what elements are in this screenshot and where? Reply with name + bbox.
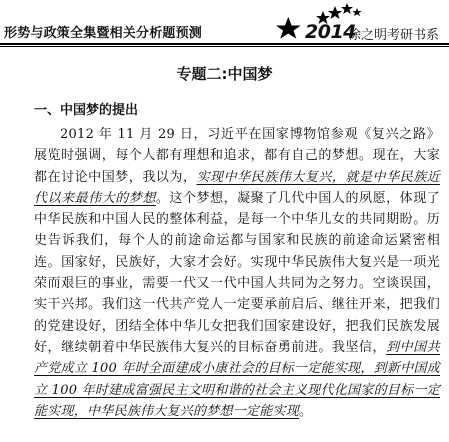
text-run: 。 [299,403,313,419]
paragraph [34,124,440,422]
topic-title: 专题二:中国梦 [176,65,273,83]
body-text [34,124,440,422]
header-book-title: 形势与政策全集暨相关分析题预测 [4,26,203,41]
header-rule-thin [0,46,449,47]
series-logo [269,2,439,44]
star-icon [353,8,362,16]
underlined-text-run: 到中国共产党成立 100 年时全面建成小康社会的目标一定能实现，到新中国成立 100 年时建成富强民主文明和谐的社会主义现代化国家的目标一定能实现，中华民族伟大复兴的梦想一定能实现 [34,339,440,419]
star-icon [341,3,353,14]
star-icon [328,6,342,19]
series-name: 徐之明考研书系 [347,28,439,43]
star-icon [276,17,301,39]
header-rule-thick [0,43,449,45]
running-header [0,0,449,46]
text-run: 。这个梦想，凝聚了几代中国人的夙愿，体现了中华民族和中国人民的整体利益，是每一个中华儿女的共同期盼。历史告诉我们，每个人的前途命运都与国家和民族的前途命运紧密相连。国家好，民族好，大家才会好。实现中华民族伟大复兴是一项光荣而艰巨的事业，需要一代又一代中国人共同为之努力。空谈误国，实干兴邦。我们这一代共产党人一定要承前启后、继往开来，把我们的党建设好，团结全体中华儿女把我们国家建设好，把我们民族发展好，继续朝着中华民族伟大复兴的目标奋勇前进。我坚信， [34,190,440,355]
logo-year: 2014 [305,21,356,43]
underlined-text-run: 实现中华民族伟大复兴，就是中华民族近代以来最伟大的梦想 [34,169,440,206]
section-heading: 一、中国梦的提出 [34,103,139,118]
text-run: 2012 年 11 月 29 日，习近平在国家博物馆参观《复兴之路》展览时强调，每个人都有理想和追求，都有自己的梦想。现在，大家都在讨论中国梦，我以为， [34,127,440,185]
